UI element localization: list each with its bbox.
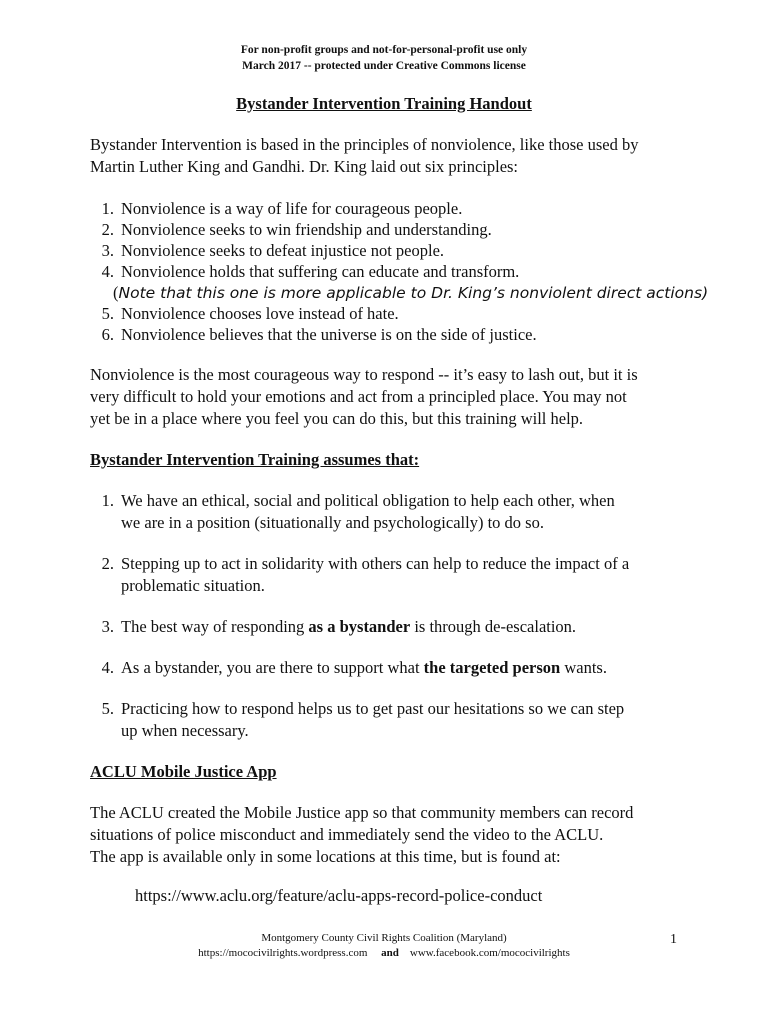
- footer-and: and: [381, 947, 399, 959]
- assumption-text: problematic situation.: [121, 576, 265, 595]
- courage-line-1: Nonviolence is the most courageous way to respond -- it’s easy to lash out, but it is: [90, 365, 638, 384]
- assumption-text-post: wants.: [560, 658, 607, 677]
- license-notice-line-2: March 2017 -- protected under Creative Commons license: [242, 60, 526, 72]
- principle-text: Nonviolence is a way of life for courageous people.: [121, 199, 463, 218]
- assumption-text: Practicing how to respond helps us to get past our hesitations so we can step: [121, 699, 625, 718]
- assumption-text: We have an ethical, social and political obligation to help each other, when: [121, 491, 615, 510]
- license-notice-line-1: For non-profit groups and not-for-personal-profit use only: [240, 44, 528, 56]
- list-number: 3.: [101, 617, 114, 636]
- intro-line-1: Bystander Intervention is based in the principles of nonviolence, like those used by: [90, 135, 639, 154]
- principle-text: Nonviolence seeks to defeat injustice not people.: [121, 241, 445, 260]
- aclu-app-url[interactable]: https://www.aclu.org/feature/aclu-apps-record-police-conduct: [135, 886, 543, 905]
- aclu-line-1: The ACLU created the Mobile Justice app so that community members can record: [90, 803, 634, 822]
- assumptions-heading: Bystander Intervention Training assumes that:: [90, 450, 420, 469]
- list-number: 5.: [101, 699, 114, 718]
- list-number: 4.: [101, 658, 114, 677]
- principle-note: [113, 283, 708, 303]
- principle-text: Nonviolence seeks to win friendship and understanding.: [121, 220, 492, 239]
- principle-text: Nonviolence holds that suffering can educate and transform.: [121, 262, 520, 281]
- document-title: Bystander Intervention Training Handout: [236, 94, 532, 113]
- list-number: 5.: [101, 304, 114, 323]
- principle-text: Nonviolence chooses love instead of hate.: [121, 304, 399, 323]
- assumption-text: up when necessary.: [121, 721, 249, 740]
- list-number: 6.: [101, 325, 114, 344]
- assumption-text-bold: the targeted person: [423, 658, 561, 677]
- assumption-text: [121, 616, 576, 637]
- page-number: 1: [670, 932, 677, 947]
- note-open-paren: (: [113, 283, 119, 302]
- aclu-line-2: situations of police misconduct and immediately send the video to the ACLU.: [90, 825, 604, 844]
- assumption-text: [121, 657, 607, 678]
- footer-facebook-link[interactable]: www.facebook.com/mococivilrights: [409, 947, 570, 959]
- list-number: 4.: [101, 262, 114, 281]
- intro-line-2: Martin Luther King and Gandhi. Dr. King laid out six principles:: [90, 157, 519, 176]
- assumption-text: we are in a position (situationally and psychologically) to do so.: [121, 513, 544, 532]
- list-number: 1.: [101, 199, 114, 218]
- footer-website-link[interactable]: https://mococivilrights.wordpress.com: [198, 947, 368, 959]
- list-number: 3.: [101, 241, 114, 260]
- list-number: 2.: [101, 554, 114, 573]
- assumption-text-post: is through de-escalation.: [410, 617, 577, 636]
- footer-links: [0, 947, 768, 959]
- assumption-text-bold: as a bystander: [308, 617, 411, 636]
- courage-line-2: very difficult to hold your emotions and act from a principled place. You may not: [90, 387, 627, 406]
- principle-text: Nonviolence believes that the universe is on the side of justice.: [121, 325, 537, 344]
- assumption-text: Stepping up to act in solidarity with others can help to reduce the impact of a: [121, 554, 630, 573]
- list-number: 2.: [101, 220, 114, 239]
- note-text: Note that this one is more applicable to Dr. King’s nonviolent direct actions): [118, 284, 709, 302]
- assumption-text-pre: As a bystander, you are there to support what: [121, 658, 424, 677]
- list-number: 1.: [101, 491, 114, 510]
- footer-organization: Montgomery County Civil Rights Coalition (Maryland): [261, 932, 507, 944]
- aclu-line-3: The app is available only in some locations at this time, but is found at:: [90, 847, 561, 866]
- assumption-text-pre: The best way of responding: [121, 617, 309, 636]
- aclu-heading: ACLU Mobile Justice App: [90, 762, 277, 781]
- courage-line-3: yet be in a place where you feel you can do this, but this training will help.: [90, 409, 584, 428]
